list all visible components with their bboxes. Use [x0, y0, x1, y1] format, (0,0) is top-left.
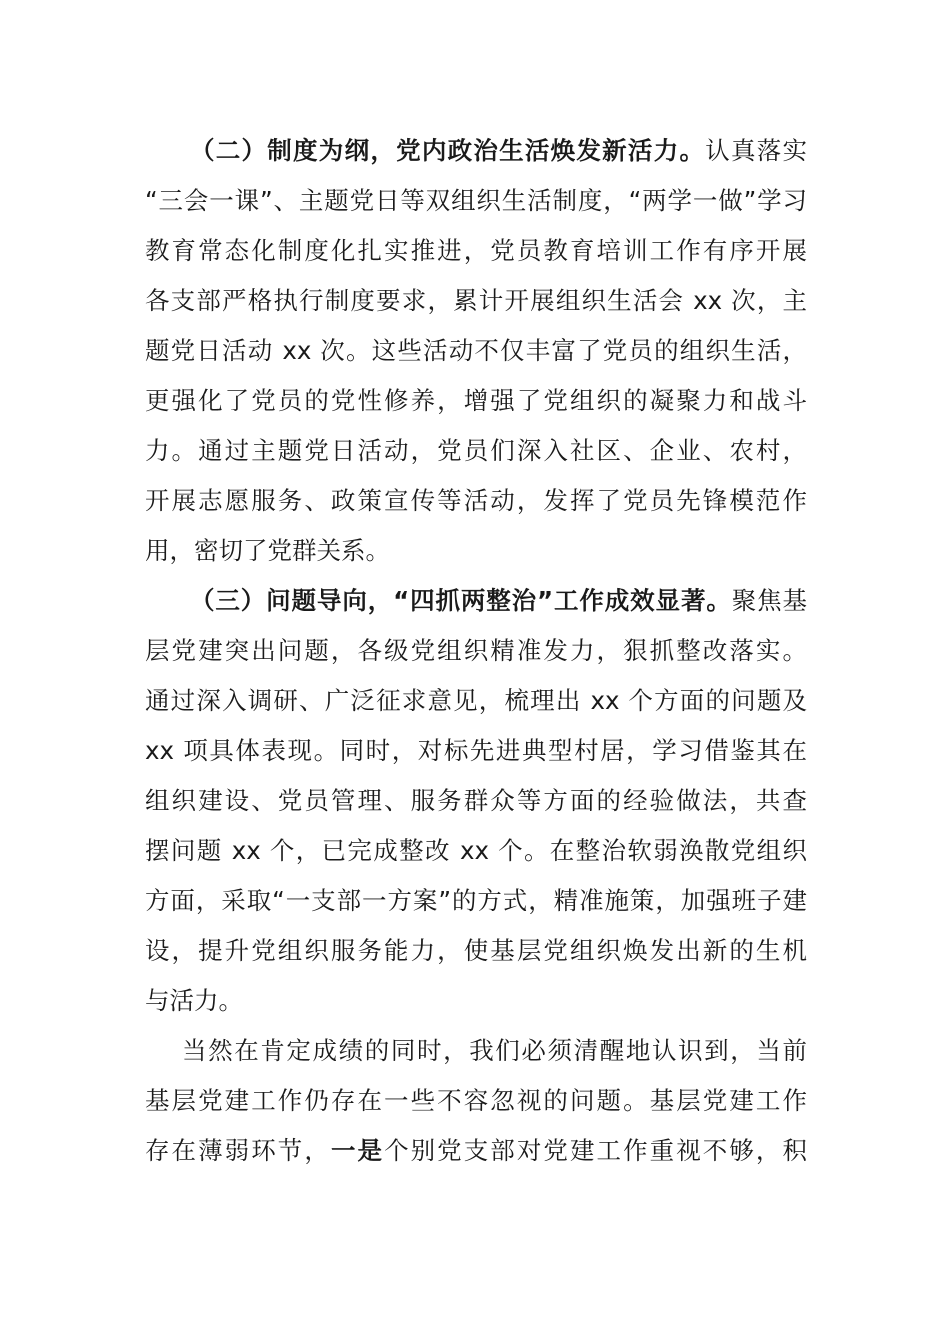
paragraph-problem-oriented [145, 576, 807, 1026]
paragraph-institution [145, 126, 807, 576]
document-body [145, 126, 807, 1176]
paragraph-line: （三）问题导向，“四抓两整治”工作成效显著。聚焦基 [190, 586, 808, 615]
paragraph-line: 当然在肯定成绩的同时，我们必须清醒地认识到，当前 [182, 1036, 807, 1065]
paragraph-line: （二）制度为纲，党内政治生活焕发新活力。认真落实 [190, 136, 808, 165]
paragraph-line: xx 项具体表现。同时，对标先进典型村居，学习借鉴其在 [145, 736, 807, 765]
paragraph-heading: （三）问题导向，“四抓两整治”工作成效显著。 [190, 586, 732, 615]
paragraph-line: 组织建设、党员管理、服务群众等方面的经验做法，共查 [145, 786, 807, 815]
paragraph-line: 与活力。 [145, 986, 243, 1015]
paragraph-problems [145, 1026, 807, 1176]
paragraph-line: 存在薄弱环节，一是个别党支部对党建工作重视不够，积 [145, 1136, 807, 1165]
emphasis-text: 一是 [330, 1136, 385, 1165]
paragraph-line: 摆问题 xx 个，已完成整改 xx 个。在整治软弱涣散党组织 [145, 836, 807, 865]
paragraph-line: 各支部严格执行制度要求，累计开展组织生活会 xx 次，主 [145, 286, 807, 315]
paragraph-line: 题党日活动 xx 次。这些活动不仅丰富了党员的组织生活， [145, 336, 807, 365]
paragraph-line: 用，密切了党群关系。 [145, 536, 390, 565]
paragraph-line: 教育常态化制度化扎实推进，党员教育培训工作有序开展 [145, 236, 807, 265]
paragraph-line: 设，提升党组织服务能力，使基层党组织焕发出新的生机 [145, 936, 807, 965]
paragraph-line: 方面，采取“一支部一方案”的方式，精准施策，加强班子建 [145, 886, 807, 915]
paragraph-line: 力。通过主题党日活动，党员们深入社区、企业、农村， [145, 436, 807, 465]
paragraph-line: 层党建突出问题，各级党组织精准发力，狠抓整改落实。 [145, 636, 807, 665]
paragraph-line: 基层党建工作仍存在一些不容忽视的问题。基层党建工作 [145, 1086, 807, 1115]
paragraph-heading: （二）制度为纲，党内政治生活焕发新活力。 [190, 136, 706, 165]
paragraph-line: “三会一课”、主题党日等双组织生活制度，“两学一做”学习 [145, 186, 807, 215]
paragraph-line: 开展志愿服务、政策宣传等活动，发挥了党员先锋模范作 [145, 486, 807, 515]
paragraph-line: 通过深入调研、广泛征求意见，梳理出 xx 个方面的问题及 [145, 686, 807, 715]
paragraph-line: 更强化了党员的党性修养，增强了党组织的凝聚力和战斗 [145, 386, 807, 415]
